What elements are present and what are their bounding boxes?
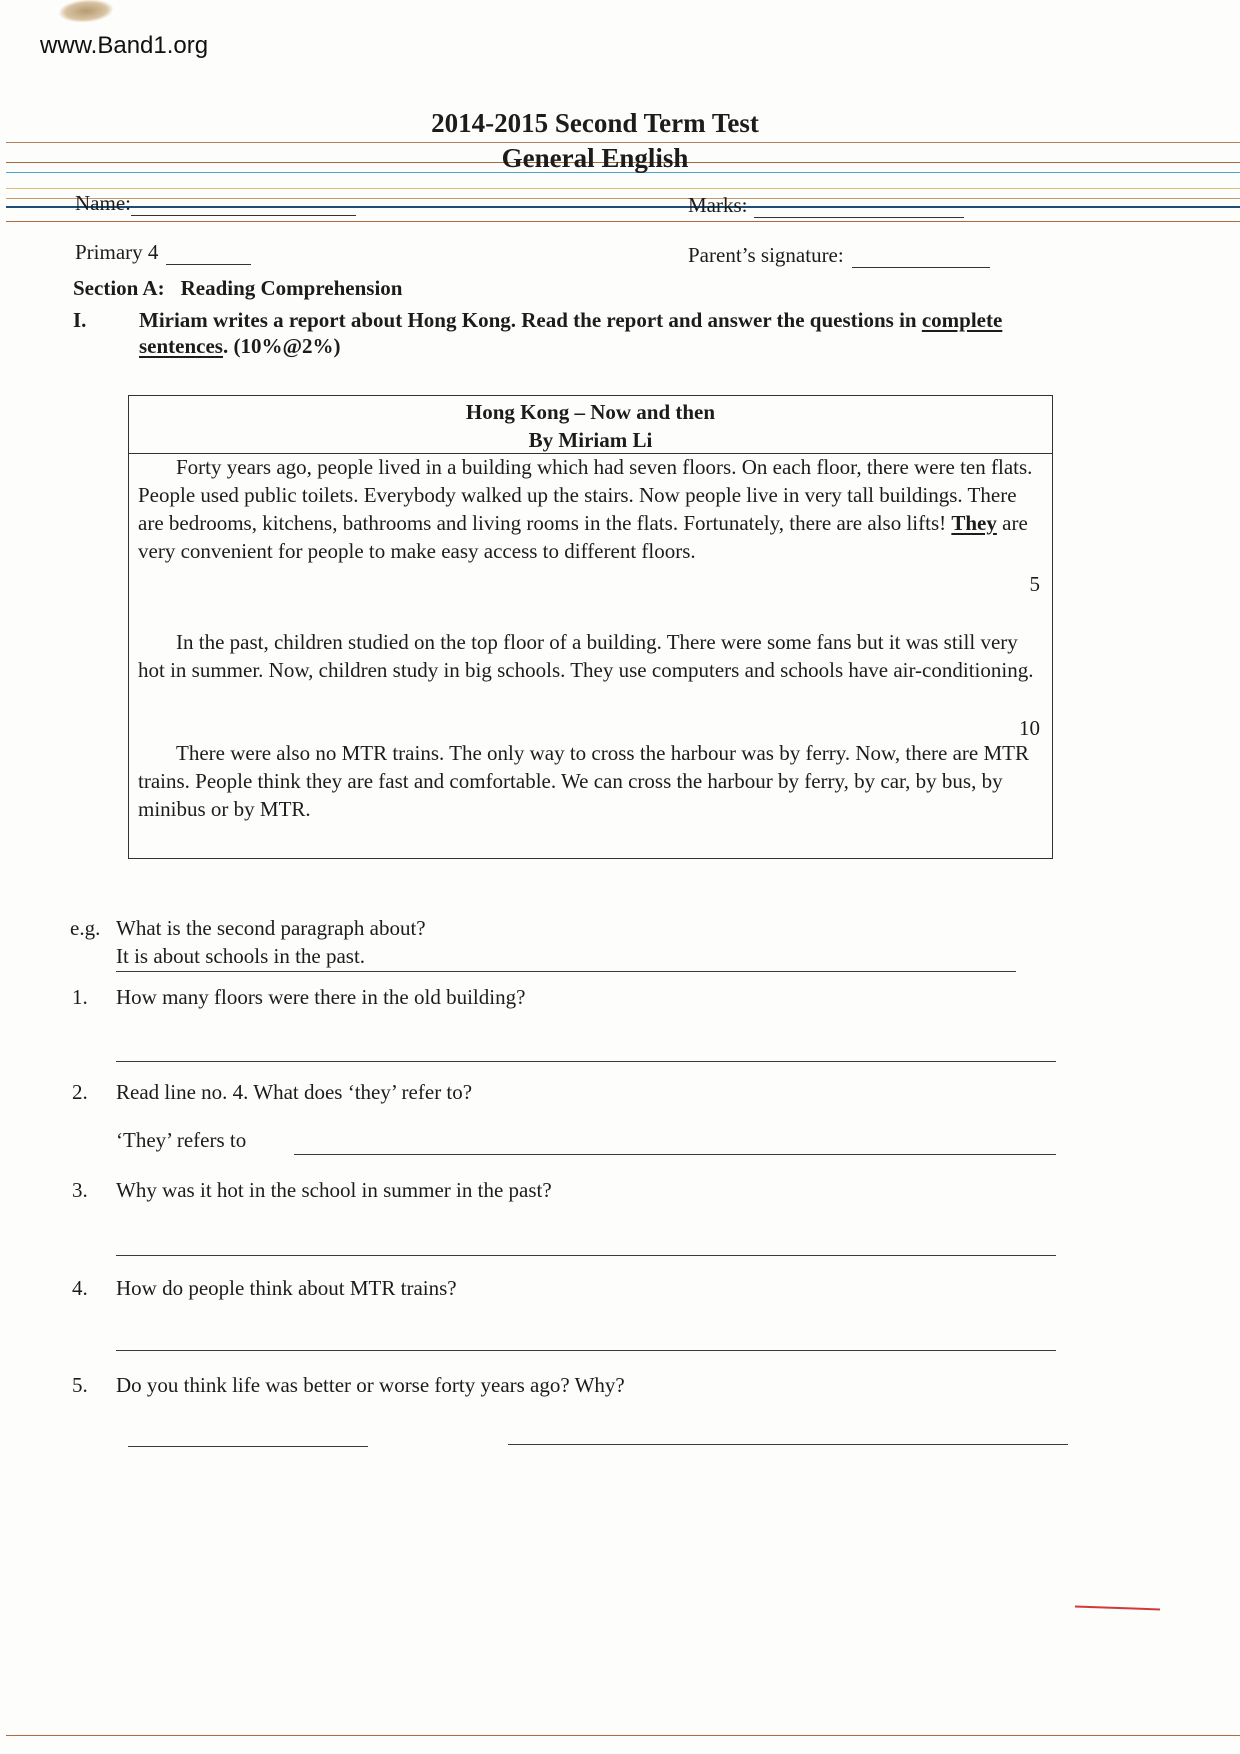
- question-2: [72, 1080, 1072, 1160]
- line-number-10: 10: [1019, 716, 1040, 740]
- question-number: 4.: [72, 1276, 88, 1300]
- parent-signature-label: Parent’s signature:: [688, 243, 844, 267]
- question-prompt: ‘They’ refers to: [116, 1128, 247, 1152]
- question-number: 5.: [72, 1373, 88, 1397]
- paragraph-text: Forty years ago, people lived in a building which had seven floors. On each floor, there were ten flats. People used public toilets. Everybody walked up the stairs. Now people live in very tall buildings. There are bedrooms, kitchens, bathrooms and living rooms in the flats. Fortunately, there are also lifts!: [138, 455, 1033, 535]
- question-5: [72, 1373, 1072, 1453]
- question-number: 2.: [72, 1080, 88, 1104]
- example-question: [70, 916, 1070, 976]
- highlighted-word: They: [951, 511, 997, 535]
- passage-paragraph-2: In the past, children studied on the top floor of a building. There were some fans but it was still very hot in summer. Now, children study in big schools. They use computers and schools have air-conditioning.: [138, 630, 1034, 682]
- instruction-tail: . (10%@2%): [222, 334, 341, 358]
- answer-line[interactable]: [116, 1255, 1056, 1256]
- class-blank[interactable]: [166, 264, 251, 265]
- header-rule: [6, 188, 1240, 189]
- test-title: 2014-2015 Second Term Test: [431, 108, 759, 138]
- class-field[interactable]: [75, 240, 251, 265]
- passage-paragraph-1: [138, 453, 1043, 565]
- paragraph-text: are very convenient for people to make easy access to different floors.: [138, 511, 1028, 563]
- passage-paragraph-3: There were also no MTR trains. The only way to cross the harbour was by ferry. Now, there are MTR trains. People think they are fast and comfortable. We can cross the harbour by ferry, by car, by bus, by minibus or by MTR.: [138, 741, 1029, 821]
- scan-stain: [56, 0, 116, 22]
- example-label: e.g.: [70, 916, 101, 940]
- question-number: 3.: [72, 1178, 88, 1202]
- answer-line[interactable]: [116, 1061, 1056, 1062]
- parent-signature-blank[interactable]: [852, 267, 990, 268]
- line-number-5: 5: [1029, 572, 1040, 596]
- question-text: How many floors were there in the old building?: [116, 985, 526, 1009]
- header-rule: [6, 221, 1240, 222]
- instructions: [73, 307, 1093, 359]
- instruction-underlined: complete sentences: [139, 308, 1003, 358]
- instruction-text: Miriam writes a report about Hong Kong. Read the report and answer the questions in: [139, 308, 917, 332]
- name-label: Name:: [75, 191, 131, 215]
- example-question-text: What is the second paragraph about?: [116, 916, 426, 940]
- answer-line[interactable]: [116, 1350, 1056, 1351]
- passage-header: [129, 396, 1052, 454]
- question-text: How do people think about MTR trains?: [116, 1276, 457, 1300]
- question-1: [72, 985, 1072, 1065]
- red-pen-mark: [1075, 1606, 1160, 1611]
- name-blank[interactable]: [131, 215, 356, 216]
- passage-author: By Miriam Li: [528, 428, 653, 452]
- marks-field[interactable]: [688, 193, 964, 218]
- watermark: www.Band1.org: [40, 32, 209, 59]
- instruction-number: I.: [73, 308, 87, 332]
- question-text: Why was it hot in the school in summer in the past?: [116, 1178, 552, 1202]
- class-label: Primary 4: [75, 240, 159, 264]
- name-field[interactable]: [75, 191, 356, 216]
- passage-box: [128, 395, 1053, 859]
- footer-rule: [6, 1735, 1240, 1736]
- subject-title: General English: [501, 143, 689, 173]
- question-3: [72, 1178, 1072, 1258]
- question-text: Read line no. 4. What does ‘they’ refer to?: [116, 1080, 473, 1104]
- answer-line[interactable]: [508, 1444, 1068, 1445]
- parent-signature-field[interactable]: [688, 243, 990, 268]
- example-answer: It is about schools in the past.: [116, 944, 366, 968]
- section-heading: [73, 276, 402, 301]
- question-4: [72, 1276, 1072, 1356]
- section-title: Reading Comprehension: [180, 276, 403, 300]
- example-answer-line: [116, 971, 1016, 972]
- question-text: Do you think life was better or worse forty years ago? Why?: [116, 1373, 625, 1397]
- passage-title: Hong Kong – Now and then: [465, 400, 716, 424]
- answer-line[interactable]: [128, 1446, 368, 1447]
- marks-blank[interactable]: [754, 217, 964, 218]
- question-number: 1.: [72, 985, 88, 1009]
- answer-line[interactable]: [294, 1154, 1056, 1155]
- section-label: Section A:: [73, 276, 165, 300]
- marks-label: Marks:: [688, 193, 748, 217]
